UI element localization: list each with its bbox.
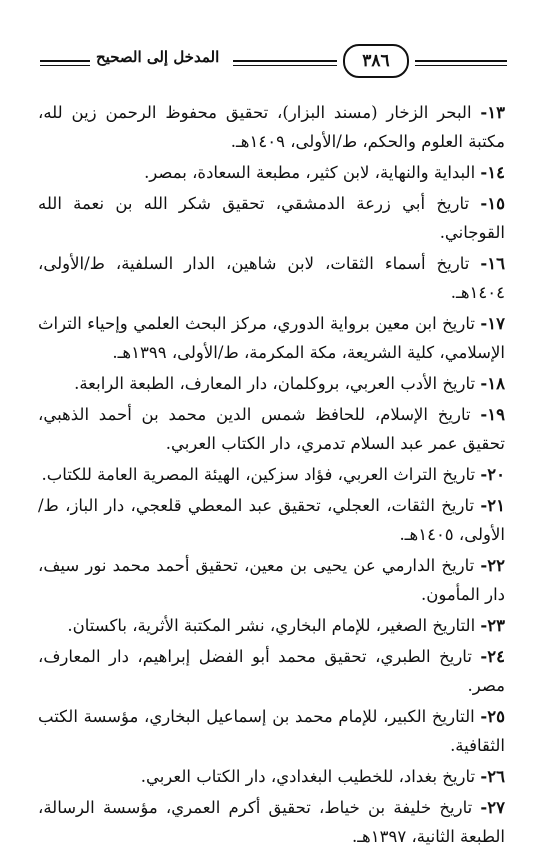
list-item [38, 551, 505, 609]
entry-text: تاريخ أسماء الثقات، لابن شاهين، الدار السلفية، ط/الأولى، ١٤٠٤هـ. [38, 254, 505, 302]
entry-number: ١٨- [480, 374, 505, 393]
running-title: المدخل إلى الصحيح [96, 48, 220, 66]
entry-text: تاريخ التراث العربي، فؤاد سزكين، الهيئة المصرية العامة للكتاب. [41, 465, 476, 484]
header-rule-middle [233, 60, 337, 66]
bibliography-list [38, 98, 505, 853]
entry-text: تاريخ الأدب العربي، بروكلمان، دار المعارف، الطبعة الرابعة. [74, 374, 476, 393]
list-item [38, 491, 505, 549]
entry-text: البداية والنهاية، لابن كثير، مطبعة السعادة، بمصر. [144, 163, 476, 182]
entry-text: تاريخ الثقات، العجلي، تحقيق عبد المعطي قلعجي، دار الباز، ط/الأولى، ١٤٠٥هـ. [38, 496, 505, 544]
entry-text: تاريخ الطبري، تحقيق محمد أبو الفضل إبراهيم، دار المعارف، مصر. [38, 647, 505, 695]
entry-text: تاريخ أبي زرعة الدمشقي، تحقيق شكر الله بن نعمة الله القوجاني. [38, 194, 505, 242]
list-item [38, 158, 505, 187]
entry-number: ٢٠- [480, 465, 505, 484]
entry-text: البحر الزخار (مسند البزار)، تحقيق محفوظ الرحمن زين لله، مكتبة العلوم والحكم، ط/الأولى، ١٤٠٩هـ. [38, 103, 505, 151]
entry-number: ٢٧- [480, 798, 505, 817]
list-item [38, 400, 505, 458]
page-header [40, 44, 507, 80]
entry-text: تاريخ ابن معين برواية الدوري، مركز البحث العلمي وإحياء التراث الإسلامي، كلية الشريعة، مكة المكرمة، ط/الأولى، ١٣٩٩هـ. [38, 314, 505, 362]
page-number-badge: ٣٨٦ [343, 44, 409, 78]
header-rule-left [40, 60, 90, 66]
list-item [38, 98, 505, 156]
entry-number: ١٧- [480, 314, 505, 333]
entry-number: ٢٣- [480, 616, 505, 635]
list-item [38, 762, 505, 791]
entry-text: تاريخ بغداد، للخطيب البغدادي، دار الكتاب العربي. [140, 767, 476, 786]
entry-number: ٢١- [480, 496, 505, 515]
entry-text: التاريخ الكبير، للإمام محمد بن إسماعيل البخاري، مؤسسة الكتب الثقافية. [38, 707, 505, 755]
list-item [38, 189, 505, 247]
list-item [38, 611, 505, 640]
entry-number: ١٦- [480, 254, 505, 273]
header-rule-right [415, 60, 507, 66]
list-item [38, 702, 505, 760]
entry-text: التاريخ الصغير، للإمام البخاري، نشر المكتبة الأثرية، باكستان. [67, 616, 476, 635]
list-item [38, 793, 505, 851]
list-item [38, 642, 505, 700]
entry-number: ٢٦- [480, 767, 505, 786]
entry-text: تاريخ الإسلام، للحافظ شمس الدين محمد بن أحمد الذهبي، تحقيق عمر عبد السلام تدمري، دار الكتاب العربي. [38, 405, 505, 453]
entry-number: ١٥- [480, 194, 505, 213]
list-item [38, 309, 505, 367]
entry-text: تاريخ خليفة بن خياط، تحقيق أكرم العمري، مؤسسة الرسالة، الطبعة الثانية، ١٣٩٧هـ. [38, 798, 505, 846]
entry-number: ٢٥- [480, 707, 506, 726]
entry-number: ٢٤- [480, 647, 505, 666]
list-item [38, 460, 505, 489]
entry-text: تاريخ الدارمي عن يحيى بن معين، تحقيق أحمد محمد نور سيف، دار المأمون. [38, 556, 505, 604]
entry-number: ١٤- [480, 163, 505, 182]
entry-number: ١٣- [480, 103, 506, 122]
entry-number: ٢٢- [480, 556, 505, 575]
list-item [38, 249, 505, 307]
entry-number: ١٩- [480, 405, 505, 424]
list-item [38, 369, 505, 398]
